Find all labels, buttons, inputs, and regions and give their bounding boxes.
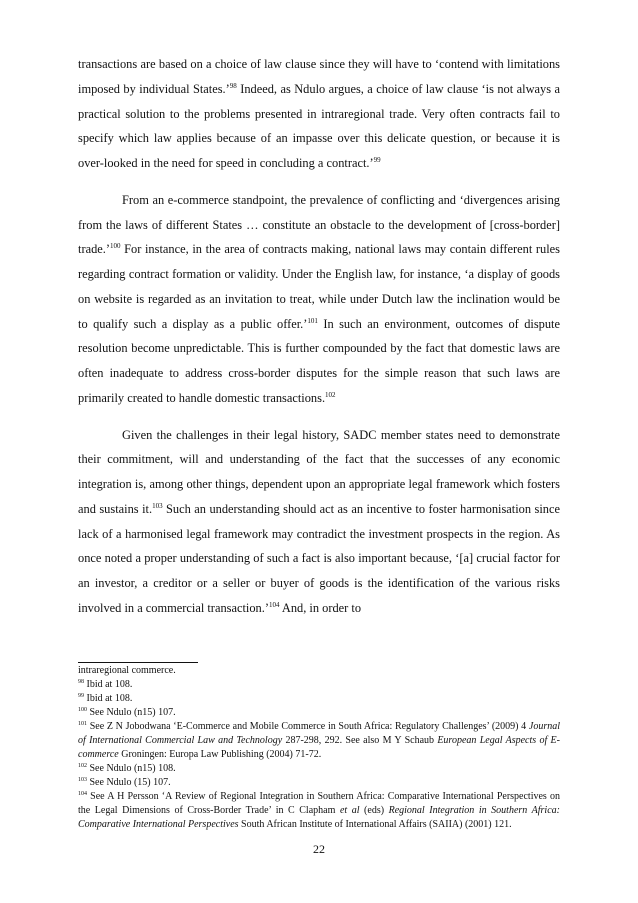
- text-run: See A H Persson ‘A Review of Regional Integration in Southern Africa: Comparative International Perspectives on the Legal Dimensions of Cross-Border Trade’ in C Clapham: [78, 791, 560, 816]
- footnote-ref: 101: [307, 316, 318, 325]
- footnote-separator: [78, 662, 198, 663]
- italic-text: Journal of International Commercial Law and Technology: [78, 721, 560, 746]
- page-number: 22: [313, 842, 325, 856]
- text-run: Ibid at 108.: [84, 679, 133, 690]
- footnote-ref: 98: [78, 679, 84, 685]
- text-run: Ibid at 108.: [84, 693, 133, 704]
- text-run: See Ndulo (15) 107.: [87, 777, 171, 788]
- text-run: From an e-commerce standpoint, the prevalence of conflicting and ‘divergences arising from the laws of different States … constitute an obstacle to the development of [cross-border] trade.’: [78, 192, 560, 257]
- footnote-ref: 104: [268, 600, 280, 609]
- footnote-ref: 99: [78, 693, 84, 699]
- text-run: See Ndulo (n15) 108.: [87, 763, 176, 774]
- text-run: 287-298, 292. See also M Y Schaub: [282, 735, 438, 746]
- text-run: Given the challenges in their legal history, SADC member states need to demonstrate their commitment, will and understanding of the fact that the successes of any economic integration is, among other things, dependent upon an appropriate legal framework which fosters and sustains it.: [78, 427, 560, 516]
- footnote-ref: 102: [78, 763, 87, 769]
- text-run: See Z N Jobodwana ‘E-Commerce and Mobile Commerce in South Africa: Regulatory Challenges’ (2009) 4: [87, 721, 529, 732]
- footnote: [78, 790, 560, 832]
- footnote: [78, 664, 560, 678]
- italic-text: et al: [339, 805, 360, 816]
- footnote: [78, 678, 560, 692]
- footnote-ref: 102: [325, 390, 336, 399]
- footnote: [78, 762, 560, 776]
- body-paragraph: [78, 423, 560, 621]
- text-run: South African Institute of International Affairs (SAIIA) (2001) 121.: [238, 819, 512, 830]
- footnote-ref: 100: [110, 242, 121, 251]
- footnote-ref: 98: [229, 81, 237, 90]
- footnote-ref: 99: [373, 156, 381, 164]
- text-run: intraregional commerce.: [78, 665, 176, 676]
- body-paragraph: [78, 52, 560, 176]
- body-paragraph: [78, 188, 560, 411]
- footnote-ref: 101: [78, 721, 87, 727]
- text-run: And, in order to: [279, 600, 362, 615]
- text-run: See Ndulo (n15) 107.: [87, 707, 176, 718]
- footnote-ref: 104: [78, 791, 87, 797]
- footnote-ref: 103: [152, 501, 163, 510]
- text-run: In such an environment, outcomes of dispute resolution become unpredictable. This is further compounded by the fact that domestic laws are often inadequate to address cross-border disputes for the simple reason that such laws are primarily created to handle domestic transactions.: [78, 316, 560, 405]
- italic-text: Regional Integration in Southern Africa: Comparative International Perspectives: [78, 805, 560, 830]
- footnote: [78, 776, 560, 790]
- footnote: [78, 720, 560, 762]
- italic-text: European Legal Aspects of E-commerce: [78, 735, 560, 760]
- text-run: (eds): [359, 805, 389, 816]
- footnote-ref: 103: [78, 777, 87, 783]
- text-run: Such an understanding should act as an incentive to foster harmonisation since lack of a harmonised legal framework may contradict the investment prospects in the region. As once noted a proper understanding of such a fact is also important because, ‘[a] crucial factor for an investor, a creditor or a seller or buyer of goods is the identification of the various risks involved in a commercial transaction.’: [78, 501, 560, 615]
- footnote: [78, 706, 560, 720]
- body-text: [78, 52, 560, 633]
- text-run: Groningen: Europa Law Publishing (2004) 71-72.: [118, 749, 322, 760]
- text-run: transactions are based on a choice of law clause since they will have to ‘contend with limitations imposed by individual States.’: [78, 57, 560, 96]
- text-run: Indeed, as Ndulo argues, a choice of law clause ‘is not always a practical solution to the problems presented in intraregional trade. Very often contracts fail to specify which law applies because of an impasse over this delicate question, or because it is over-looked in the need for speed in concluding a contract.’: [78, 81, 560, 170]
- footnote-ref: 100: [78, 707, 87, 713]
- footnotes: [78, 664, 560, 832]
- text-run: For instance, in the area of contracts making, national laws may contain different rules regarding contract formation or validity. Under the English law, for instance, ‘a display of goods on website is regarded as an invitation to treat, while under Dutch law the inclination would be to qualify such a display as a public offer.’: [78, 242, 560, 331]
- footnote: [78, 692, 560, 706]
